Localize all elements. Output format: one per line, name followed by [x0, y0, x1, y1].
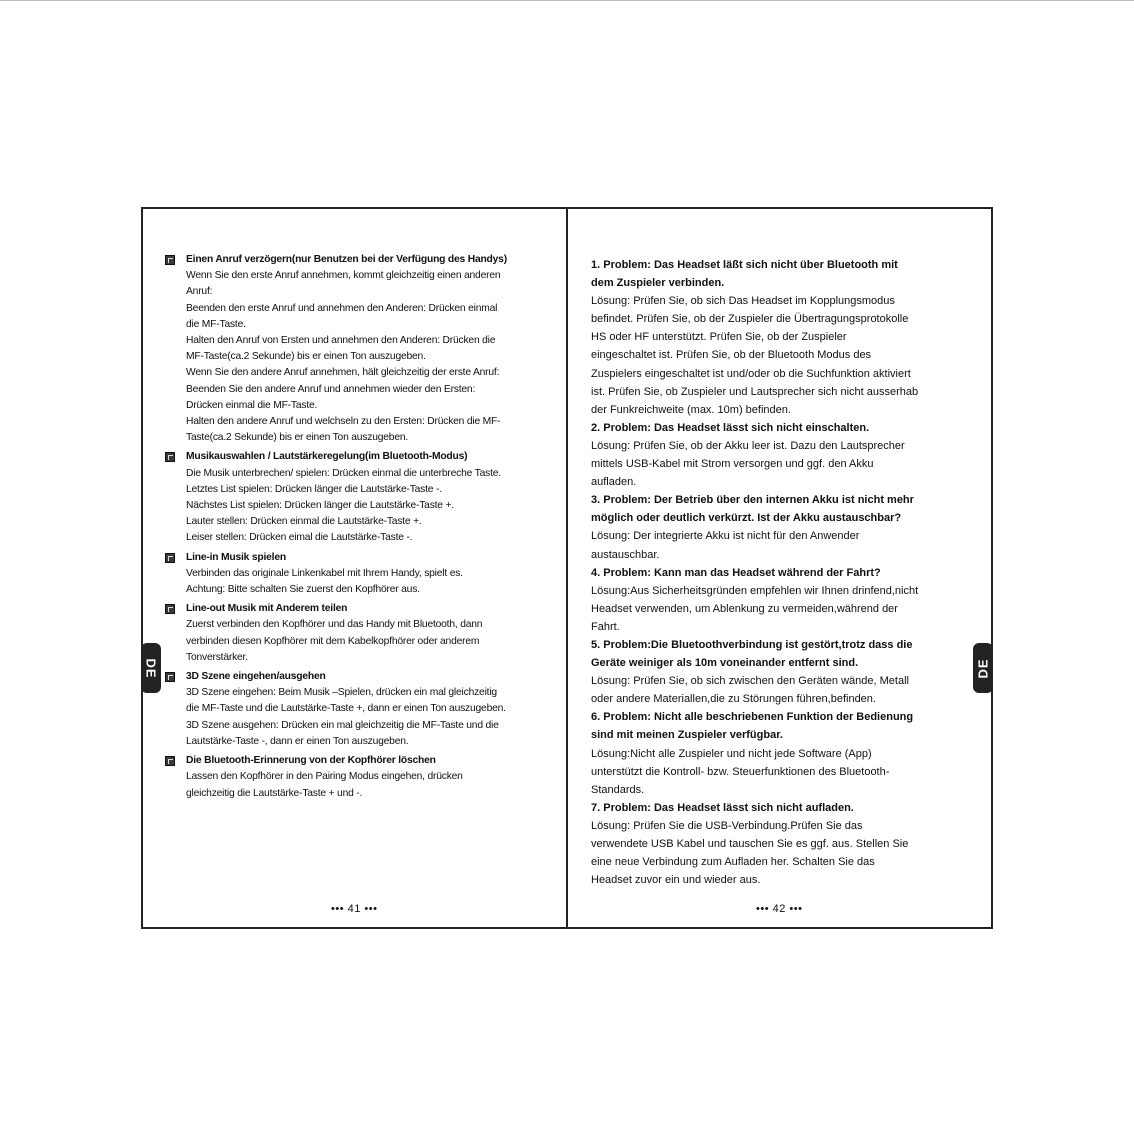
section-text-line: Leiser stellen: Drücken eimal die Lautstärke-Taste -. [186, 532, 413, 544]
solution-text-line: Standards. [591, 783, 645, 796]
problem-heading-line: möglich oder deutlich verkürzt. Ist der Akku austauschbar? [591, 512, 902, 525]
language-tab-label: DE [975, 657, 991, 679]
page-number-left: ••• 41 ••• [331, 903, 378, 915]
problem-heading-line: 5. Problem:Die Bluetoothverbindung ist gestört,trotz dass die [591, 638, 913, 651]
section-title: Musikauswahlen / Lautstärkeregelung(im Bluetooth-Modus) [186, 451, 468, 463]
section-text-line: verbinden diesen Kopfhörer mit dem Kabelkopfhörer oder anderem [186, 635, 480, 647]
page-number-right: ••• 42 ••• [756, 903, 803, 915]
section-text-line: Zuerst verbinden den Kopfhörer und das Handy mit Bluetooth, dann [186, 619, 483, 631]
section-bullet-icon [165, 452, 175, 462]
section-text-line: Anruf: [186, 286, 213, 298]
language-tab-right [973, 643, 993, 693]
instruction-section [165, 753, 557, 802]
solution-text-line: oder andere Materiallen,die zu Störungen führen,befinden. [591, 693, 876, 706]
section-title: 3D Szene eingehen/ausgehen [186, 671, 326, 683]
section-text-line: Verbinden das originale Linkenkabel mit Ihrem Handy, spielt es. [186, 567, 463, 579]
section-title: Line-out Musik mit Anderem teilen [186, 603, 348, 615]
section-text-line: Achtung: Bitte schalten Sie zuerst den Kopfhörer aus. [186, 584, 420, 596]
language-tab-left [141, 643, 161, 693]
instruction-section [165, 449, 557, 546]
section-text-line: Die Musik unterbrechen/ spielen: Drücken einmal die unterbreche Taste. [186, 467, 501, 479]
section-text-line: die MF-Taste und die Lautstärke-Taste +, dann er einen Ton auszugeben. [186, 703, 506, 715]
solution-text-line: befindet. Prüfen Sie, ob der Zuspieler die Übertragungsprotokolle [591, 313, 909, 326]
section-text-line: Wenn Sie den erste Anruf annehmen, kommt gleichzeitig einen anderen [186, 270, 501, 282]
solution-text-line: Lösung: Prüfen Sie, ob sich zwischen den Geräten wände, Metall [591, 675, 909, 688]
instruction-section [165, 550, 557, 599]
solution-text-line: Lösung:Aus Sicherheitsgründen empfehlen wir Ihnen drinfend,nicht [591, 584, 919, 597]
solution-text-line: Lösung: Prüfen Sie, ob sich Das Headset im Kopplungsmodus [591, 295, 895, 308]
solution-text-line: Lösung: Der integrierte Akku ist nicht für den Anwender [591, 530, 860, 543]
solution-text-line: der Funkreichweite (max. 10m) befinden. [591, 403, 791, 416]
solution-text-line: verwendete USB Kabel und tauschen Sie es ggf. aus. Stellen Sie [591, 838, 909, 850]
problem-heading-line: 4. Problem: Kann man das Headset während der Fahrt? [591, 566, 881, 579]
solution-text-line: Lösung: Prüfen Sie die USB-Verbindung.Prüfen Sie das [591, 819, 863, 832]
section-text-line: Lauter stellen: Drücken einmal die Lautstärke-Taste +. [186, 516, 422, 528]
section-text-line: Tonverstärker. [186, 651, 248, 663]
solution-text-line: ist. Prüfen Sie, ob Zuspieler und Lautsprecher sich nicht ausserhab [591, 385, 919, 398]
section-title: Einen Anruf verzögern(nur Benutzen bei der Verfügung des Handys) [186, 254, 507, 265]
solution-text-line: Headset verwenden, um Ablenkung zu vermeiden,während der [591, 602, 898, 615]
instruction-section [165, 669, 557, 750]
instruction-section [165, 252, 557, 446]
section-bullet-icon [165, 255, 175, 265]
problem-heading-line: dem Zuspieler verbinden. [591, 277, 725, 290]
solution-text-line: HS oder HF unterstützt. Prüfen Sie, ob der Zuspieler [591, 331, 847, 344]
solution-text-line: austauschbar. [591, 548, 660, 561]
section-bullet-icon [165, 672, 175, 682]
section-text-line: 3D Szene ausgehen: Drücken ein mal gleichzeitig die MF-Taste und die [186, 719, 499, 731]
section-text-line: die MF-Taste. [186, 318, 246, 330]
top-border-line [0, 0, 1134, 1]
solution-text-line: mittels USB-Kabel mit Strom versorgen und ggf. den Akku [591, 458, 874, 471]
problem-heading-line: 2. Problem: Das Headset lässt sich nicht einschalten. [591, 421, 870, 434]
solution-text-line: Headset zuvor ein und wieder aus. [591, 874, 761, 887]
solution-text-line: aufladen. [591, 476, 637, 489]
problem-heading-line: sind mit meinen Zuspieler verfügbar. [591, 729, 783, 742]
language-tab-label: DE [143, 657, 159, 679]
section-text-line: gleichzeitig die Lautstärke-Taste + und -. [186, 787, 363, 799]
problem-heading-line: 3. Problem: Der Betrieb über den internen Akku ist nicht mehr [591, 494, 914, 507]
problem-heading-line: Geräte weiniger als 10m voneinander entfernt sind. [591, 657, 859, 670]
section-text-line: Nächstes List spielen: Drücken länger die Lautstärke-Taste +. [186, 500, 454, 512]
section-text-line: Beenden den erste Anruf und annehmen den Anderen: Drücken einmal [186, 302, 498, 314]
section-title: Line-in Musik spielen [186, 551, 286, 563]
solution-text-line: Zuspielers eingeschaltet ist und/oder ob die Suchfunktion aktiviert [591, 367, 911, 380]
problem-heading-line: 1. Problem: Das Headset läßt sich nicht über Bluetooth mit [591, 259, 898, 271]
solution-text-line: Fahrt. [591, 620, 620, 633]
solution-text-line: Lösung:Nicht alle Zuspieler und nicht jede Software (App) [591, 747, 872, 760]
section-title: Die Bluetooth-Erinnerung von der Kopfhörer löschen [186, 755, 436, 767]
solution-text-line: Lösung: Prüfen Sie, ob der Akku leer ist. Dazu den Lautsprecher [591, 439, 905, 452]
solution-text-line: eingeschaltet ist. Prüfen Sie, ob der Bluetooth Modus des [591, 349, 872, 362]
instruction-section [165, 601, 557, 666]
left-page-content [165, 252, 557, 805]
problem-heading-line: 6. Problem: Nicht alle beschriebenen Funktion der Bedienung [591, 711, 914, 724]
right-page-content [591, 256, 961, 889]
section-text-line: Lassen den Kopfhörer in den Pairing Modus eingehen, drücken [186, 771, 463, 783]
solution-text-line: unterstützt die Kontroll- bzw. Steuerfunktionen des Bluetooth- [591, 765, 890, 778]
section-text-line: Drücken einmal die MF-Taste. [186, 399, 318, 411]
section-bullet-icon [165, 604, 175, 614]
page-divider [566, 207, 568, 929]
section-text-line: 3D Szene eingehen: Beim Musik –Spielen, drücken ein mal gleichzeitig [186, 687, 497, 699]
section-bullet-icon [165, 756, 175, 766]
section-text-line: Halten den Anruf von Ersten und annehmen den Anderen: Drücken die [186, 335, 496, 347]
problem-heading-line: 7. Problem: Das Headset lässt sich nicht aufladen. [591, 801, 854, 814]
solution-text-line: eine neue Verbindung zum Aufladen her. Schalten Sie das [591, 856, 875, 869]
section-text-line: Wenn Sie den andere Anruf annehmen, hält gleichzeitig der erste Anruf: [186, 367, 500, 379]
section-text-line: MF-Taste(ca.2 Sekunde) bis er einen Ton auszugeben. [186, 351, 426, 363]
section-text-line: Taste(ca.2 Sekunde) bis er einen Ton auszugeben. [186, 432, 409, 444]
section-text-line: Letztes List spielen: Drücken länger die Lautstärke-Taste -. [186, 483, 442, 495]
section-bullet-icon [165, 553, 175, 563]
section-text-line: Lautstärke-Taste -, dann er einen Ton auszugeben. [186, 735, 409, 747]
section-text-line: Beenden Sie den andere Anruf und annehmen wieder den Ersten: [186, 383, 476, 395]
section-text-line: Halten den andere Anruf und welchseln zu den Ersten: Drücken die MF- [186, 416, 501, 428]
